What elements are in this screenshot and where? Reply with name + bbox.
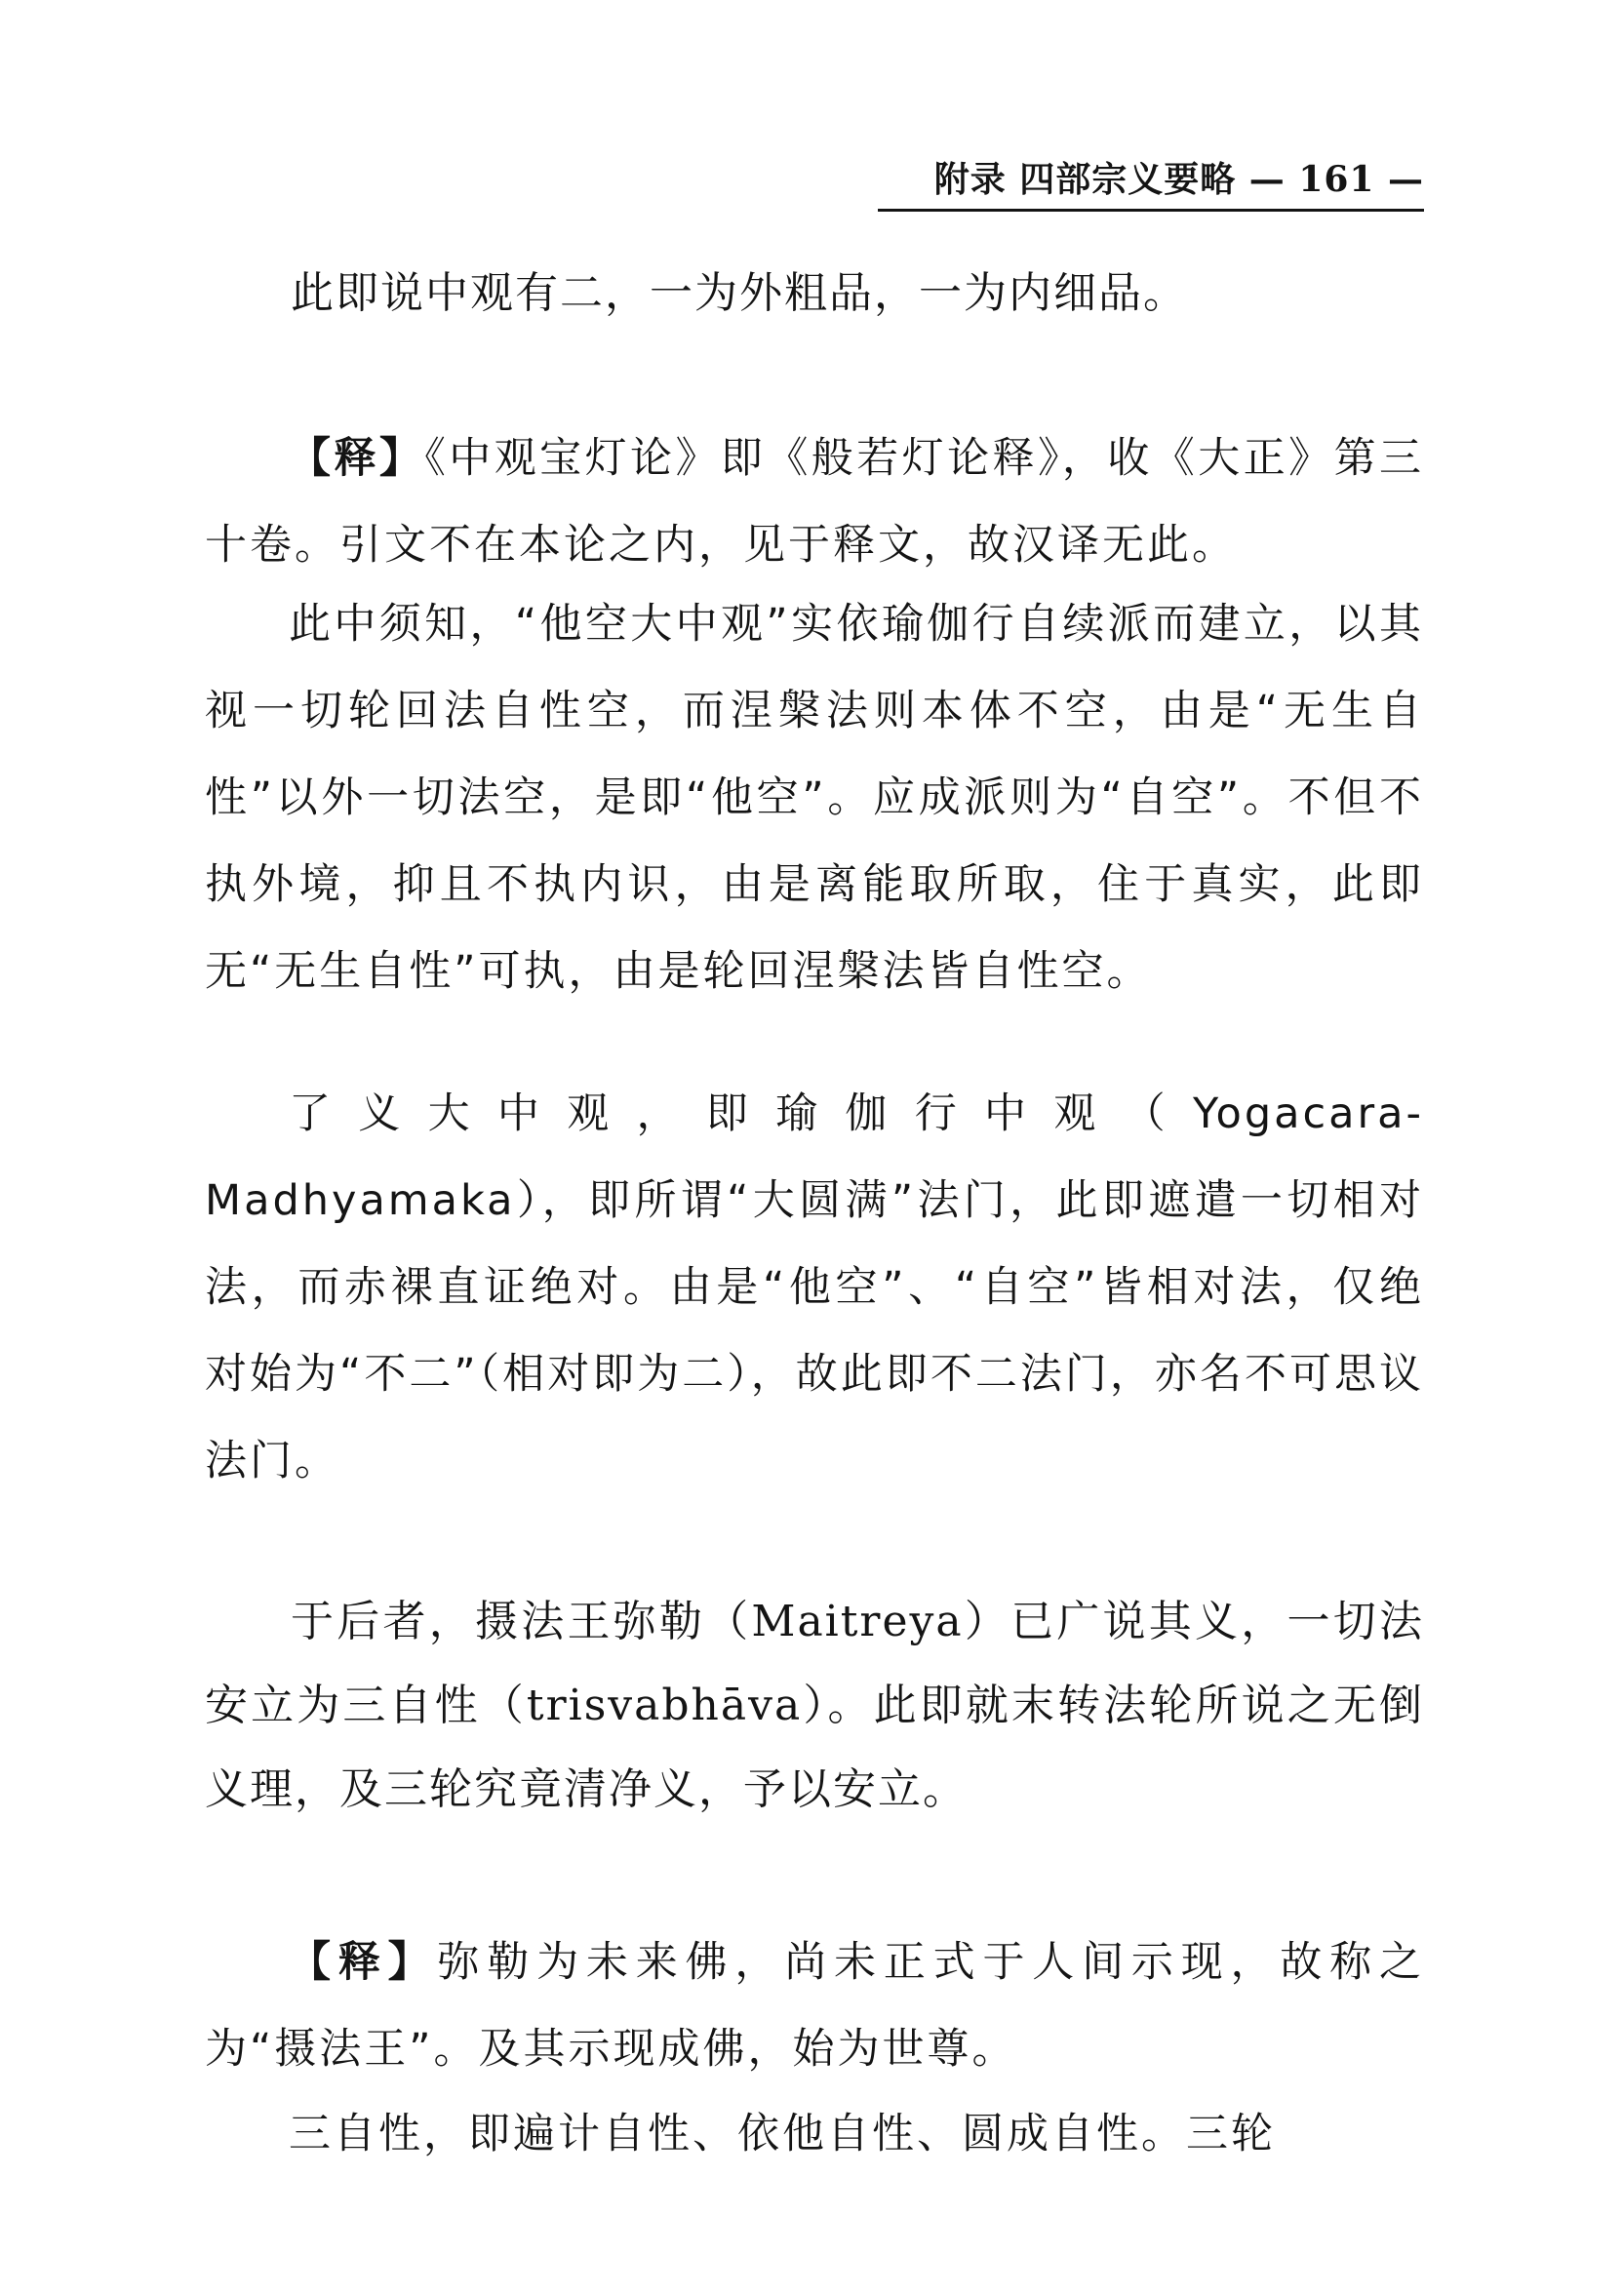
commentary-text: 弥勒为未来佛，尚未正式于人间示现，故称之为“摄法王”。及其示现成佛，始为世尊。 — [205, 1938, 1425, 2074]
quote-1: 此即说中观有二，一为外粗品，一为内细品。 — [291, 268, 1188, 318]
quote-2: 于后者，摄法王弥勒（Maitreya）已广说其义，一切法安立为三自性（trisvabhāva）。此即就末转法轮所说之无倒义理，及三轮究竟清净义，予以安立。 — [205, 1597, 1424, 1814]
commentary-4 — [205, 1920, 1424, 2093]
commentary-2: 此中须知，“他空大中观”实依瑜伽行自续派而建立，以其视一切轮回法自性空，而涅槃法则本体不空，由是“无生自性”以外一切法空，是即“他空”。应成派则为“自空”。不但不执外境，抑且不执内识，由是离能取所取，住于真实，此即无“无生自性”可执，由是轮回涅槃法皆自性空。 — [205, 600, 1424, 996]
commentary-1 — [205, 416, 1424, 589]
commentary-label: 【释】 — [289, 434, 425, 483]
commentary-text: 《中观宝灯论》即《般若灯论释》，收《大正》第三十卷。引文不在本论之内，见于释文，故汉译无此。 — [205, 434, 1425, 570]
running-head: 附录 四部宗义要略 — 161 — — [933, 159, 1424, 200]
commentary-5: 三自性，即遍计自性、依他自性、圆成自性。三轮 — [289, 2110, 1276, 2158]
commentary-3: 了义大中观，即瑜伽行中观（Yogacara-Madhyamaka），即所谓“大圆满”法门，此即遮遣一切相对法，而赤裸直证绝对。由是“他空”、“自空”皆相对法，仅绝对始为“不二”（相对即为二），故此即不二法门，亦名不可思议法门。 — [205, 1089, 1424, 1485]
header-rule — [878, 209, 1424, 212]
commentary-label: 【释】 — [289, 1938, 438, 1987]
